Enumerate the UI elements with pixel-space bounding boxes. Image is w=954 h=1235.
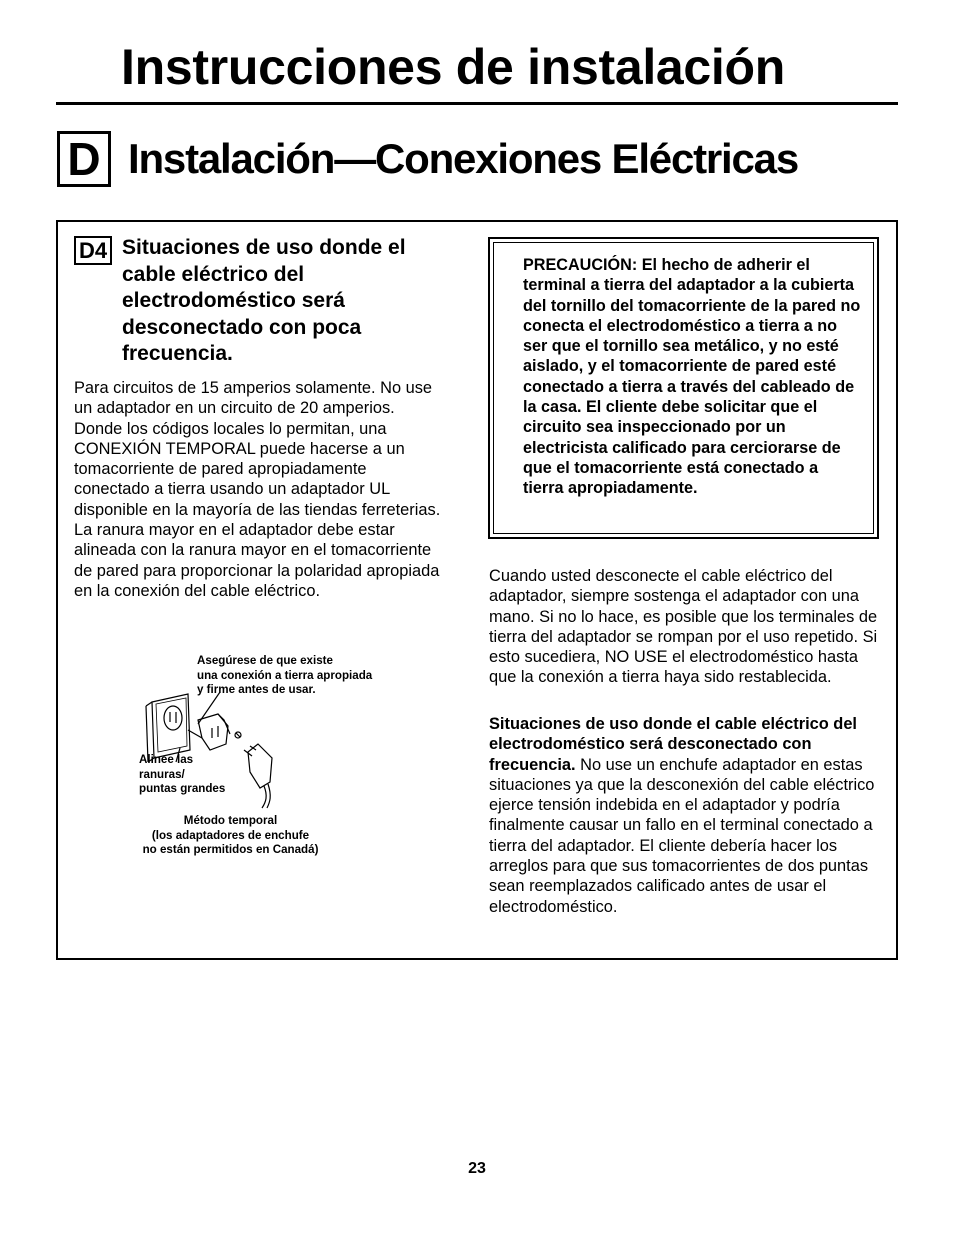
figure-label-line: ranuras/ [139, 767, 185, 781]
figure-label-line: Método temporal [183, 814, 278, 827]
right-paragraph-frequent-use [489, 714, 879, 917]
figure-label-line: puntas grandes [139, 782, 226, 795]
right-paragraph-disconnect: Cuando usted desconecte el cable eléctrico del adaptador, siempre sostenga el adaptador con una mano. Si no lo hace, es posible que los terminales de tierra del adaptador se rompan por el uso repetido. Si esto sucediera, NO USE el electrodoméstico hasta que la conexión a tierra haya sido restablecida. [489, 567, 878, 687]
figure-label-line: Asegúrese de que existe [197, 654, 333, 667]
figure-label-line: no están permitidos en Canadá) [142, 843, 319, 856]
figure-label-line: (los adaptadores de enchufe [151, 828, 310, 842]
section-letter-badge: D [57, 131, 111, 187]
step-badge: D4 [74, 236, 112, 265]
page-title: Instrucciones de instalación [121, 39, 786, 95]
frequent-use-text: No use un enchufe adaptador en estas situaciones ya que la desconexión del cable eléctrico ejerce tensión indebida en el adaptador y podría finalmente causar un fallo en el terminal conectado a tierra del adaptador. El cliente debería hacer los arreglos para que sus tomacorrientes de dos puntas sean reemplazados calificado antes de usar el electrodoméstico. [489, 755, 875, 916]
figure-caption [118, 814, 343, 858]
step-heading: Situaciones de uso donde el cable eléctrico del electrodoméstico será desconectado con poca frecuencia. [122, 236, 406, 365]
figure-label-line: Alinee las [139, 753, 194, 766]
left-paragraph: Para circuitos de 15 amperios solamente. No use un adaptador en un circuito de 20 amperios. Donde los códigos locales lo permitan, una CONEXIÓN TEMPORAL puede hacerse a un tomacorriente de pared apropiadamente conectado a tierra usando un adaptador UL disponible en la mayoría de las tiendas ferreterias. La ranura mayor en el adaptador debe estar alineada con la ranura mayor en el tomacorriente de pared para proporcionar la polaridad apropiada en la conexión del cable eléctrico. [74, 379, 441, 600]
frequent-use-heading: Situaciones de uso donde el cable eléctrico del electrodoméstico será desconectado con frecuencia. [489, 715, 857, 774]
figure-label-line: una conexión a tierra apropiada [197, 668, 373, 682]
figure-label-line: y firme antes de usar. [197, 683, 316, 696]
page-number: 23 [468, 1160, 486, 1177]
caution-text: PRECAUCIÓN: El hecho de adherir el terminal a tierra del adaptador a la cubierta del tornillo del tomacorriente de la pared no conecta el electrodoméstico a tierra a no ser que el tornillo sea metálico, y no esté aislado, y el tomacorriente de pared esté conectado a tierra a través del cableado de la casa. El cliente debe solicitar que el circuito sea inspeccionado por un electricista calificado para cerciorarse de que el tomacorriente está conectado a tierra apropiadamente. [523, 256, 861, 498]
title-rule [56, 102, 898, 105]
adapter-illustration [140, 690, 290, 815]
section-title: Instalación—Conexiones Eléctricas [128, 135, 798, 182]
